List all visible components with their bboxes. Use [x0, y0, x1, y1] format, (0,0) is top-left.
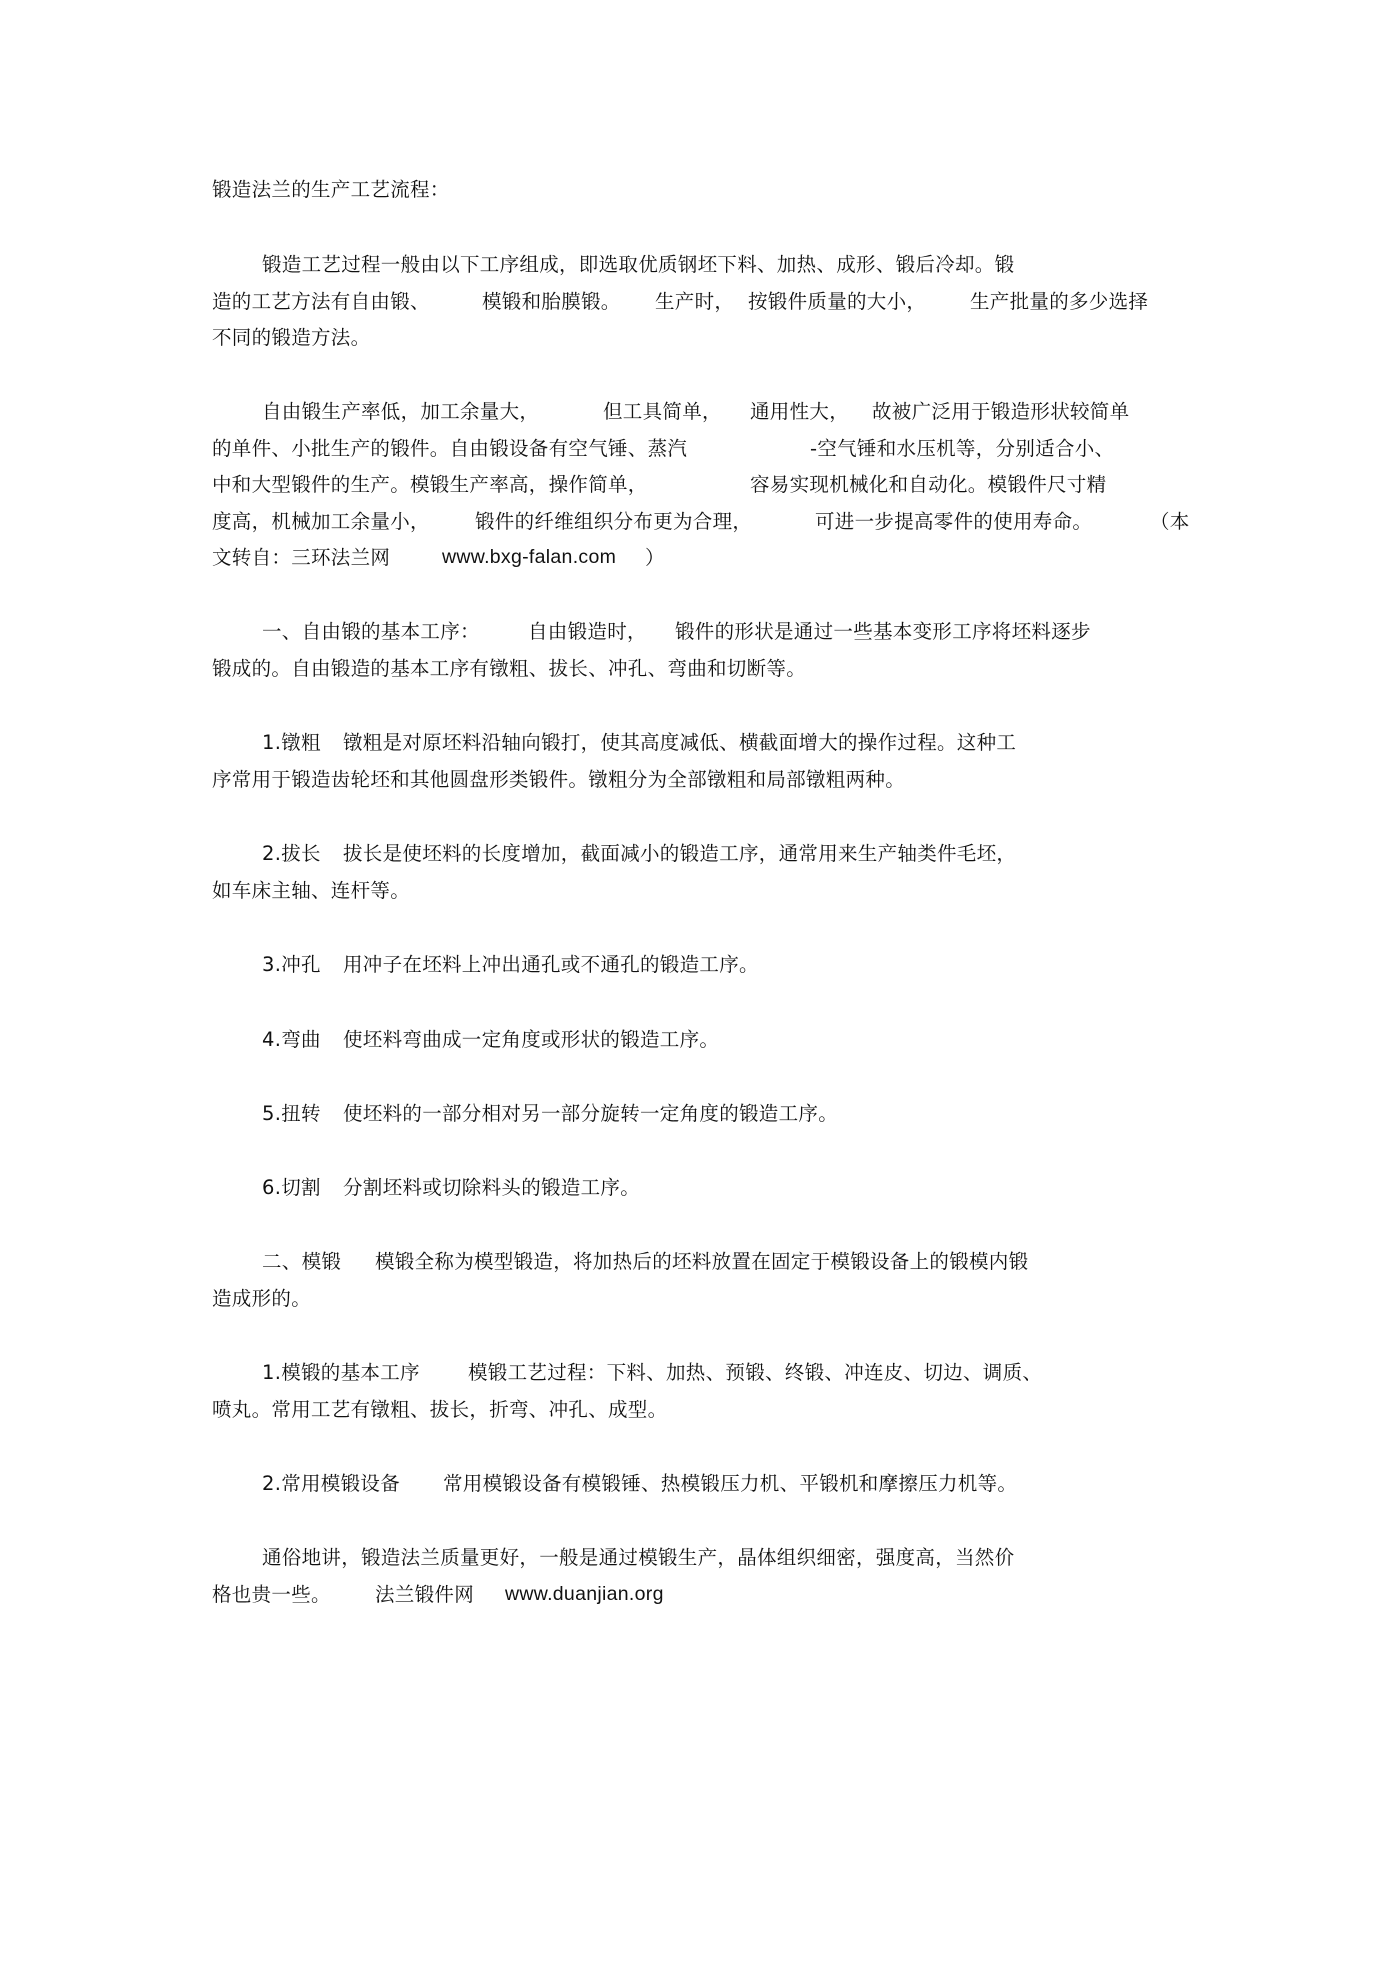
- text-segment: 生产批量的多少选择: [970, 290, 1149, 313]
- text-segment: 序常用于锻造齿轮坯和其他圆盘形类锻件。镦粗分为全部镦粗和局部镦粗两种。: [212, 768, 906, 791]
- text-segment: 文转自：三环法兰网: [212, 546, 391, 569]
- source-url-text: www.duanjian.org: [505, 1583, 664, 1605]
- text-segment: 造成形的。: [212, 1287, 312, 1310]
- item-label: 6.切割: [262, 1176, 321, 1199]
- item-label: 2.拔长: [262, 842, 321, 865]
- item-label: 3.冲孔: [262, 953, 321, 976]
- text-segment: 自由锻造时，: [528, 620, 647, 643]
- text-segment: 用冲子在坯料上冲出通孔或不通孔的锻造工序。: [343, 953, 759, 976]
- text-segment: 造的工艺方法有自由锻、: [212, 290, 430, 313]
- text-segment: 故被广泛用于锻造形状较简单: [872, 400, 1130, 423]
- source-url-text: www.bxg-falan.com: [442, 546, 617, 568]
- text-segment: 按锻件质量的大小，: [748, 290, 927, 313]
- text-segment: 格也贵一些。: [212, 1583, 331, 1606]
- text-segment: 拔长是使坯料的长度增加，截面减小的锻造工序，通常用来生产轴类件毛坯，: [343, 842, 1017, 865]
- item-label: 1.模锻的基本工序: [262, 1361, 420, 1384]
- text-segment: -空气锤和水压机等，分别适合小、: [810, 437, 1115, 460]
- text-segment: 法兰锻件网: [375, 1583, 475, 1606]
- text-segment: 锻造工艺过程一般由以下工序组成，即选取优质钢坯下料、加热、成形、锻后冷却。锻: [262, 253, 1015, 276]
- text-segment: 锻成的。自由锻造的基本工序有镦粗、拔长、冲孔、弯曲和切断等。: [212, 657, 807, 680]
- text-segment: 不同的锻造方法。: [212, 326, 371, 349]
- text-segment: 一、自由锻的基本工序：: [262, 620, 480, 643]
- item-label: 2.常用模锻设备: [262, 1472, 401, 1495]
- text-segment: 模锻工艺过程：下料、加热、预锻、终锻、冲连皮、切边、调质、: [468, 1361, 1043, 1384]
- item-label: 5.扭转: [262, 1102, 321, 1125]
- text-segment: （本: [1150, 510, 1190, 533]
- text-segment: 镦粗是对原坯料沿轴向锻打，使其高度减低、横截面增大的操作过程。这种工: [343, 731, 1017, 754]
- text-segment: 自由锻生产率低，加工余量大，: [262, 400, 540, 423]
- title-text: 锻造法兰的生产工艺流程：: [212, 178, 450, 201]
- text-segment: 模锻和胎膜锻。: [482, 290, 621, 313]
- text-segment: 锻件的形状是通过一些基本变形工序将坯料逐步: [675, 620, 1091, 643]
- text-segment: 常用模锻设备有模锻锤、热模锻压力机、平锻机和摩擦压力机等。: [443, 1472, 1018, 1495]
- text-segment: 分割坯料或切除料头的锻造工序。: [343, 1176, 641, 1199]
- text-segment: 度高，机械加工余量小，: [212, 510, 430, 533]
- text-segment: 生产时，: [655, 290, 735, 313]
- text-segment: 使坯料的一部分相对另一部分旋转一定角度的锻造工序。: [343, 1102, 839, 1125]
- text-segment: 中和大型锻件的生产。模锻生产率高，操作简单，: [212, 473, 648, 496]
- text-segment: 二、模锻: [262, 1250, 342, 1273]
- text-segment: ）: [645, 546, 665, 569]
- text-segment: 的单件、小批生产的锻件。自由锻设备有空气锤、蒸汽: [212, 437, 688, 460]
- text-segment: 喷丸。常用工艺有镦粗、拔长，折弯、冲孔、成型。: [212, 1398, 668, 1421]
- text-segment: 使坯料弯曲成一定角度或形状的锻造工序。: [343, 1028, 720, 1051]
- text-segment: 如车床主轴、连杆等。: [212, 879, 411, 902]
- text-segment: 但工具简单，: [603, 400, 722, 423]
- text-segment: 锻件的纤维组织分布更为合理，: [475, 510, 753, 533]
- text-segment: 模锻全称为模型锻造，将加热后的坯料放置在固定于模锻设备上的锻模内锻: [375, 1250, 1029, 1273]
- text-segment: 容易实现机械化和自动化。模锻件尺寸精: [750, 473, 1107, 496]
- text-segment: 通用性大，: [750, 400, 850, 423]
- text-segment: 可进一步提高零件的使用寿命。: [815, 510, 1093, 533]
- item-label: 4.弯曲: [262, 1028, 321, 1051]
- item-label: 1.镦粗: [262, 731, 321, 754]
- text-segment: 通俗地讲，锻造法兰质量更好，一般是通过模锻生产，晶体组织细密，强度高，当然价: [262, 1546, 1015, 1569]
